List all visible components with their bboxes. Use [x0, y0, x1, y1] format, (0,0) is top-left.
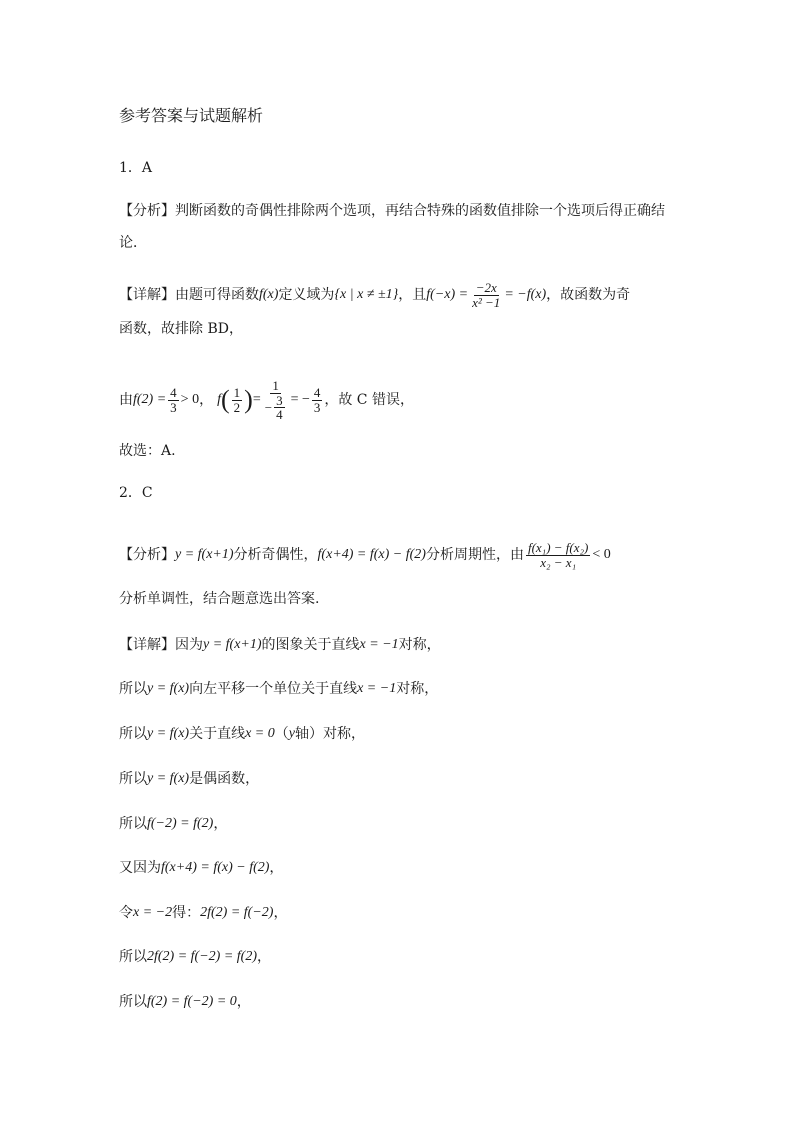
- q2-detail-9: 所以 f(2) = f(−2) = 0 ，: [119, 994, 251, 1010]
- q2-detail-8: 所以 2f(2) = f(−2) = f(2) ，: [119, 949, 271, 965]
- q2-analysis: 【分析】 y = f(x+1) 分析奇偶性， f(x+4) = f(x) − f(2) 分析周期性，由 $\frac{\text{f(x₁) − f(x₂)}}{\text{x₂ − x₁}}$ < 0: [119, 540, 611, 570]
- compound-fraction: 1 − $\frac{3}{4}$: [264, 378, 283, 423]
- math-fx: f(x): [259, 287, 279, 303]
- q2-detail-6: 又因为 f(x+4) = f(x) − f(2) ，: [119, 860, 284, 876]
- q2-detail-7: 令 x = −2 得： 2f(2) = f(−2) ，: [119, 905, 288, 921]
- q2-answer: 2．C: [119, 485, 153, 501]
- math-domain: {x | x ≠ ±1}: [334, 287, 399, 303]
- analysis-tag: 【分析】: [119, 547, 175, 564]
- q2-detail-2: 所以 y = f(x) 向左平移一个单位关于直线 x = −1 对称，: [119, 681, 439, 697]
- q2-detail-5: 所以 f(−2) = f(2) ，: [119, 816, 228, 832]
- q1-detail-line-2: 函数，故排除 BD，: [119, 321, 243, 337]
- analysis-tag: 【分析】: [119, 203, 175, 219]
- q1-answer: 1．A: [119, 160, 153, 176]
- math-f2: f(2) =: [133, 392, 167, 408]
- detail-tag: 【详解】: [119, 287, 175, 304]
- fraction: $\frac{\text{f(x₁) − f(x₂)}}{\text{x₂ − x₁}}$: [527, 540, 589, 570]
- detail-tag: 【详解】: [119, 637, 175, 653]
- q1-detail-line-1: 【详解】 由题可得函数 f(x) 定义域为 {x | x ≠ ±1} ，且 f(−x) = $\frac{-2x}{\text{x² −1}}$ = −f(x) ，故函数为奇: [119, 280, 631, 310]
- q1-choose: 故选：A.: [119, 443, 176, 459]
- q2-detail-4: 所以 y = f(x) 是偶函数，: [119, 771, 260, 787]
- page-title: 参考答案与试题解析: [119, 106, 264, 125]
- fraction: $\frac{4}{3}$: [170, 385, 177, 415]
- fraction: $\frac{-2x}{\text{x² −1}}$: [472, 280, 501, 310]
- fraction: $\frac{1}{2}$: [233, 385, 241, 415]
- q1-analysis-cont: 论．: [119, 235, 147, 251]
- fraction: $\frac{4}{3}$: [313, 385, 321, 415]
- math-f-neg-x: f(−x) =: [426, 287, 469, 303]
- math-neg-fx: = −f(x): [504, 287, 547, 303]
- q1-detail-line-3: 由 f(2) = $\frac{4}{3}$ > 0 ， f ( $\frac{1}{2}$ ) = 1 − $\frac{3}{4}$ = − $\frac{4}{3}$ ，故 C 错误，: [119, 378, 414, 423]
- q2-detail-1: 【详解】 因为 y = f(x+1) 的图象关于直线 x = −1 对称，: [119, 634, 684, 656]
- q2-detail-3: 所以 y = f(x) 关于直线 x = 0 （ y 轴）对称，: [119, 726, 365, 742]
- q2-analysis-cont: 分析单调性，结合题意选出答案.: [119, 591, 320, 607]
- q1-analysis: 【分析】 判断函数的奇偶性排除两个选项，再结合特殊的函数值排除一个选项后得正确结: [119, 200, 684, 222]
